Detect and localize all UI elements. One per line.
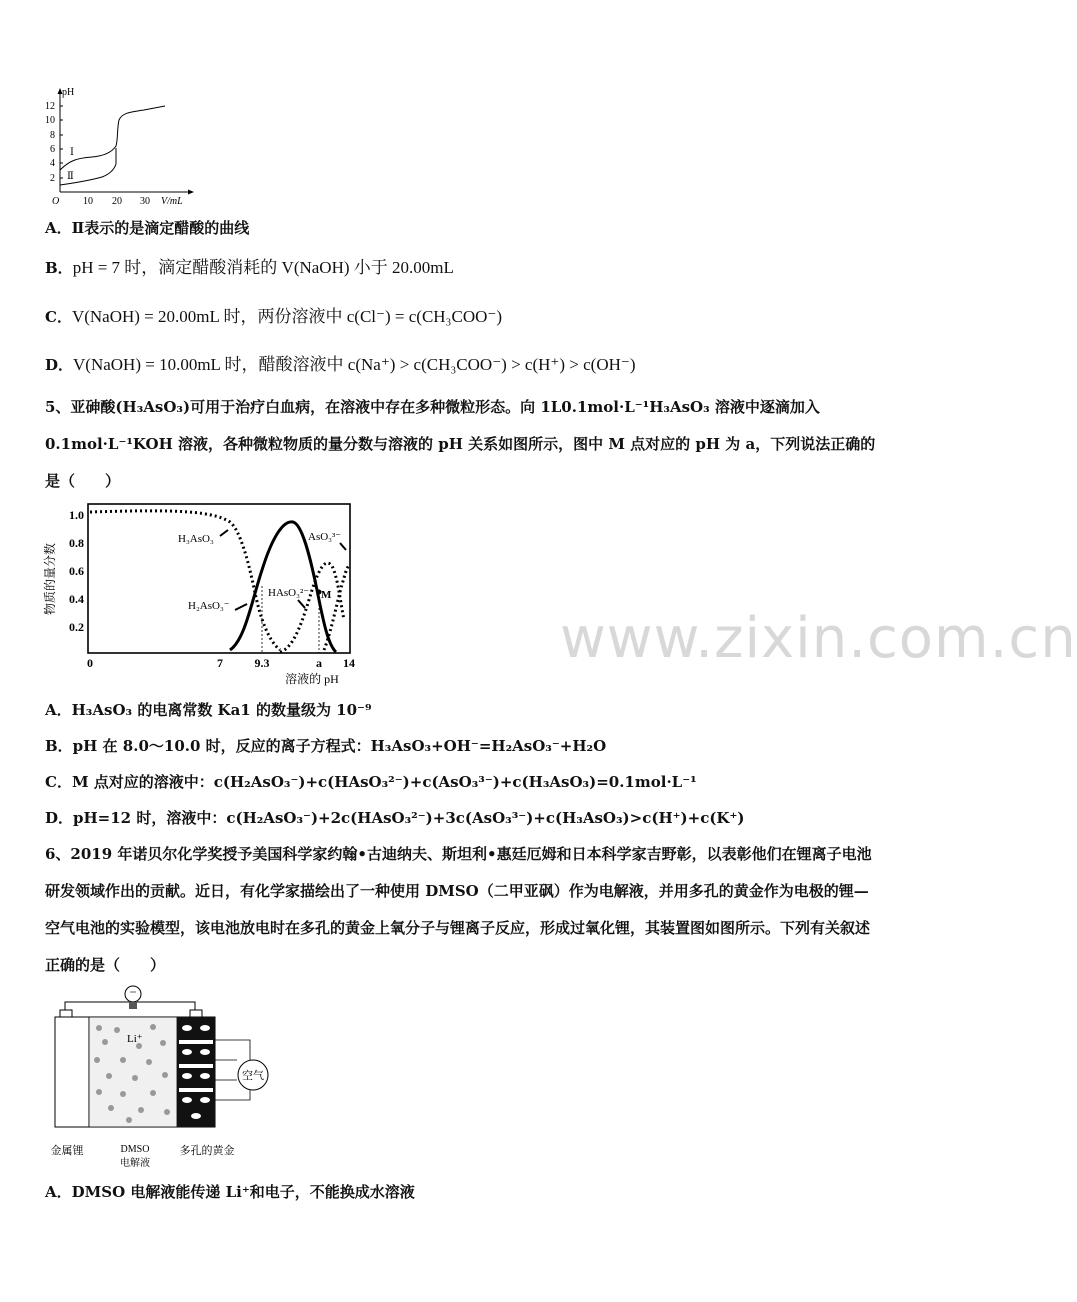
q4-option-a <box>45 218 249 238</box>
li-ion-label: Li⁺ <box>127 1033 143 1045</box>
x-tick: 10 <box>83 196 93 207</box>
battery-diagram <box>45 980 285 1170</box>
y-tick: 0.2 <box>69 620 84 634</box>
y-tick: 4 <box>50 158 55 169</box>
q6-option-a: A．DMSO 电解液能传递 Li⁺和电子，不能换成水溶液 <box>45 1183 415 1201</box>
bulb-icon <box>125 986 141 1009</box>
x-tick: 20 <box>112 196 122 207</box>
porous-gold <box>177 1017 215 1127</box>
curve-label-II: Ⅱ <box>67 171 74 182</box>
option-label: A． <box>45 219 72 237</box>
q5-option-c: C．M 点对应的溶液中：c(H₂AsO₃⁻)+c(HAsO₃²⁻)+c(AsO₃³⁻)+c(H₃AsO₃)=0.1mol·L⁻¹ <box>45 773 697 791</box>
x-ticks <box>83 196 150 207</box>
y-ticks <box>69 508 84 634</box>
label-electrolyte: 电解液 <box>120 1158 150 1169</box>
q4-option-b <box>45 258 454 278</box>
lithium-metal <box>55 1017 89 1127</box>
q5-stem: 5、亚砷酸(H₃AsO₃)可用于治疗白血病，在溶液中存在多种微粒形态。向 1L0.1mol·L⁻¹H₃AsO₃ 溶液中逐滴加入 0.1mol·L⁻¹KOH 溶液，各种微粒物质的量分数与溶液的 pH 关系如图所示，图中 M 点对应的 pH 为 a，下列说法正确的是（ ） <box>45 398 876 490</box>
option-label: C． <box>45 308 72 326</box>
x-tick: 30 <box>140 196 150 207</box>
y-tick: 0.8 <box>69 536 84 550</box>
y-tick: 6 <box>50 144 55 155</box>
label-haso3: HAsO₃²⁻ <box>268 587 310 599</box>
x-axis-label: V/mL <box>161 196 183 207</box>
y-tick: 8 <box>50 130 55 141</box>
q4-option-c <box>45 307 502 327</box>
option-label: D． <box>45 356 74 374</box>
q5-option-b: B．pH 在 8.0～10.0 时，反应的离子方程式：H₃AsO₃+OH⁻=H₂AsO₃⁻+H₂O <box>45 737 607 755</box>
q5-option-d: D．pH=12 时，溶液中：c(H₂AsO₃⁻)+2c(HAsO₃²⁻)+3c(AsO₃³⁻)+c(H₃AsO₃)>c(H⁺)+c(K⁺) <box>45 809 745 827</box>
air-label: 空气 <box>242 1070 264 1082</box>
label-gold: 多孔的黄金 <box>179 1145 235 1157</box>
q5-option-a: A．H₃AsO₃ 的电离常数 Ka1 的数量级为 10⁻⁹ <box>45 701 372 719</box>
titration-chart <box>40 84 200 208</box>
label-h2aso3: H₂AsO₃⁻ <box>188 600 230 612</box>
curve-h3aso3 <box>90 511 280 650</box>
label-aso3: AsO₃³⁻ <box>308 531 342 543</box>
y-tick: 0.4 <box>69 592 84 606</box>
curve-I <box>60 106 165 170</box>
species-chart <box>40 500 370 690</box>
option-text: V(NaOH) = 20.00mL 时，两份溶液中 c(Cl⁻) = c(CH₃COO⁻) <box>71 307 503 326</box>
option-text: V(NaOH) = 10.00mL 时，醋酸溶液中 c(Na⁺) > c(CH₃COO⁻) > c(H⁺) > c(OH⁻) <box>73 355 636 374</box>
x-tick: a <box>316 656 322 670</box>
label-h3aso3: H₃AsO₃ <box>178 533 214 545</box>
x-axis-label: 溶液的 pH <box>285 672 339 686</box>
option-text: pH = 7 时，滴定醋酸消耗的 V(NaOH) 小于 20.00mL <box>72 258 454 277</box>
y-tick: 0.6 <box>69 564 84 578</box>
q4-option-d <box>45 355 636 375</box>
point-m-label: M <box>321 589 332 601</box>
option-label: B． <box>45 259 73 277</box>
y-axis-label: 物质的量分数 <box>43 542 57 615</box>
y-tick: 2 <box>50 173 55 184</box>
option-text: Ⅱ表示的是滴定醋酸的曲线 <box>71 219 250 237</box>
origin-label: O <box>52 196 60 207</box>
x-tick: 0 <box>87 656 93 670</box>
x-tick: 9.3 <box>254 656 270 670</box>
point-m <box>317 590 322 595</box>
y-tick: 12 <box>45 101 55 112</box>
y-axis-label: pH <box>62 87 75 98</box>
x-ticks <box>87 656 355 670</box>
label-dmso: DMSO <box>120 1144 150 1155</box>
q6-stem: 6、2019 年诺贝尔化学奖授予美国科学家约翰•古迪纳夫、斯坦利•惠廷厄姆和日本科学家吉野彰，以表彰他们在锂离子电池研发领域作出的贡献。近日，有化学家描绘出了一种使用 DMSO（二甲亚砜）作为电解液，并用多孔的黄金作为电极的锂—空气电池的实验模型，该电池放电时在多孔的黄金上氧分子与锂离子反应，形成过氧化锂，其装置图如图所示。下列有关叙述正确的是（ ） <box>45 845 872 974</box>
x-tick: 7 <box>217 656 223 670</box>
label-lithium: 金属锂 <box>50 1145 84 1157</box>
x-tick: 14 <box>343 656 355 670</box>
curve-label-I: Ⅰ <box>70 147 74 158</box>
y-tick: 1.0 <box>69 508 84 522</box>
curve-haso3 <box>280 563 344 652</box>
y-tick: 10 <box>45 115 55 126</box>
watermark: www.zixin.com.cn <box>560 606 1077 671</box>
